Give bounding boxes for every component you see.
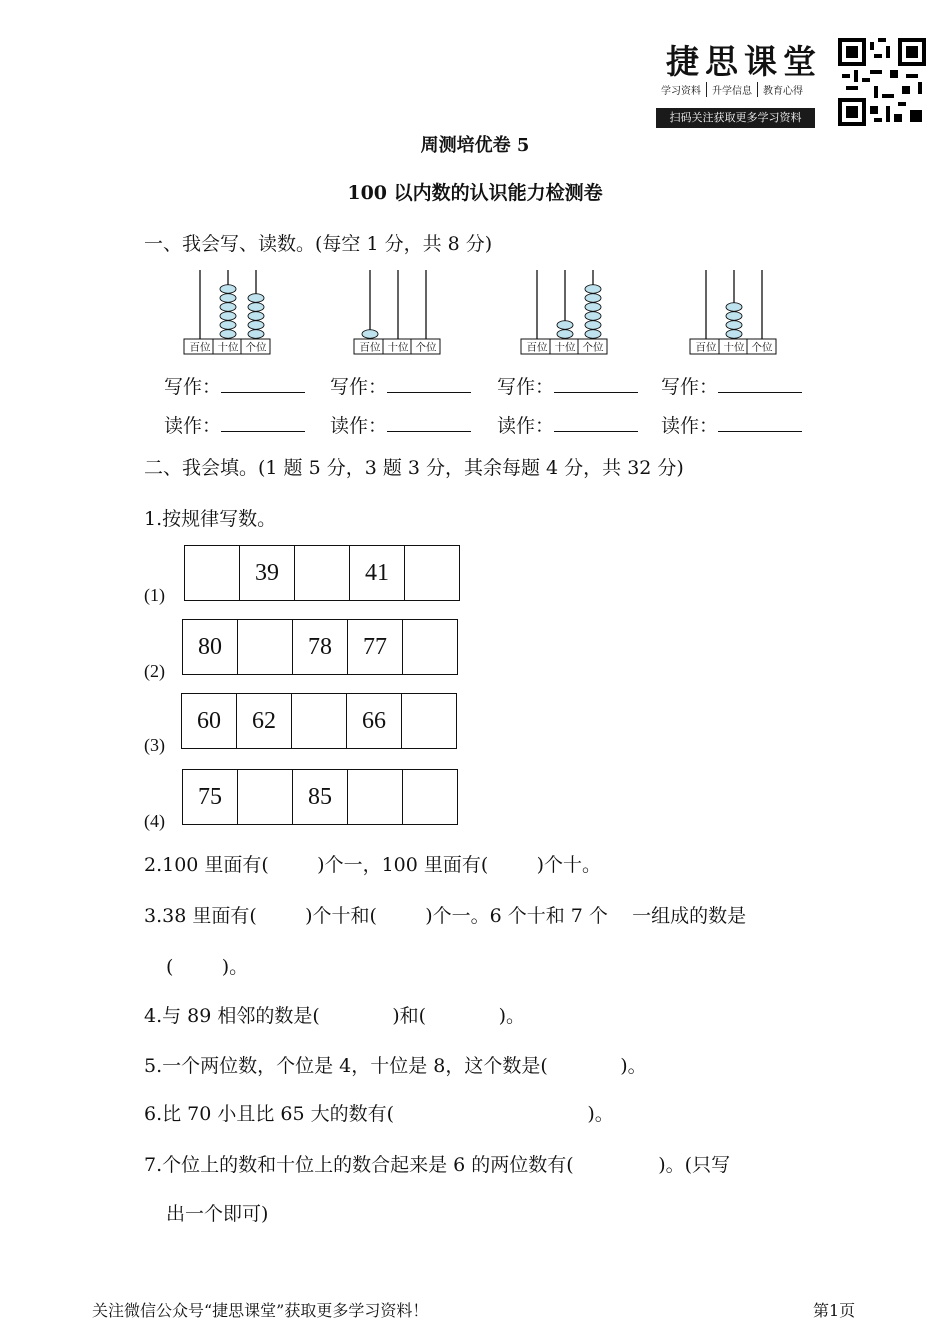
section2-heading: 二、我会填。(1 题 5 分，3 题 3 分，其余每题 4 分，共 32 分) [144, 457, 684, 479]
sequence-row-2 [182, 619, 458, 675]
page-number: 第1页 [813, 1301, 856, 1320]
sequence-row-3 [181, 693, 457, 749]
answer-blank[interactable] [718, 413, 802, 432]
abacus-bead [248, 312, 264, 321]
sequence-cell: 80 [182, 619, 238, 675]
sequence-row-1 [184, 545, 460, 601]
sequence-cell: 75 [182, 769, 238, 825]
sequence-cell[interactable] [347, 769, 403, 825]
sequence-cell: 41 [349, 545, 405, 601]
answer-blank[interactable] [387, 413, 471, 432]
read-answer-1: 读作： [164, 411, 305, 438]
abacus-bead [585, 321, 601, 330]
write-answer-2: 写作： [330, 372, 471, 399]
brand-logo: 捷思课堂 [666, 42, 822, 81]
abacus-bead [726, 312, 742, 321]
brand-scan-banner: 扫码关注获取更多学习资料 [656, 108, 815, 128]
sequence-cell[interactable] [294, 545, 350, 601]
place-label: 百位 [359, 341, 381, 354]
answer-blank[interactable] [554, 413, 638, 432]
sequence-cell[interactable] [184, 545, 240, 601]
brand-tag: 升学信息 [707, 82, 758, 97]
brand-tag: 教育心得 [763, 86, 803, 97]
place-label: 十位 [387, 341, 409, 354]
answer-blank[interactable] [221, 413, 305, 432]
brand-tags [656, 82, 808, 97]
sequence-cell: 77 [347, 619, 403, 675]
place-label: 个位 [751, 341, 773, 354]
sequence-cell: 39 [239, 545, 295, 601]
write-answer-1: 写作： [164, 372, 305, 399]
abacus-bead [726, 321, 742, 330]
abacus-bead [585, 294, 601, 303]
abacus-bead [585, 330, 601, 339]
abacus-bead [585, 285, 601, 294]
abacus-bead [248, 303, 264, 312]
sequence-cell: 60 [181, 693, 237, 749]
abacus-bead [585, 303, 601, 312]
sequence-cell[interactable] [401, 693, 457, 749]
sequence-cell[interactable] [402, 769, 458, 825]
question-3-cont: ( )。 [166, 956, 249, 978]
place-label: 十位 [217, 341, 239, 354]
sequence-cell: 78 [292, 619, 348, 675]
abacus-1 [178, 268, 278, 358]
abacus-bead [557, 330, 573, 339]
abacus-bead [220, 303, 236, 312]
read-answer-2: 读作： [330, 411, 471, 438]
read-answer-3: 读作： [497, 411, 638, 438]
sequence-cell[interactable] [237, 619, 293, 675]
abacus-bead [248, 321, 264, 330]
sequence-cell: 85 [292, 769, 348, 825]
page-title: 周测培优卷 5 [420, 135, 530, 156]
answer-blank[interactable] [718, 374, 802, 393]
sequence-row-label: (4) [144, 811, 165, 831]
abacus-bead [248, 294, 264, 303]
abacus-bead [585, 312, 601, 321]
abacus-bead [362, 330, 378, 339]
abacus-bead [248, 330, 264, 339]
place-label: 百位 [526, 341, 548, 354]
abacus-bead [726, 303, 742, 312]
question-6: 6.比 70 小且比 65 大的数有( )。 [144, 1103, 614, 1125]
question-7-cont: 出一个即可) [166, 1203, 269, 1225]
brand-tag: 学习资料 [656, 82, 707, 97]
abacus-bead [220, 294, 236, 303]
page-subtitle: 100 以内数的认识能力检测卷 [347, 182, 603, 204]
answer-blank[interactable] [387, 374, 471, 393]
place-label: 十位 [723, 341, 745, 354]
sequence-row-4 [182, 769, 458, 825]
read-answer-4: 读作： [661, 411, 802, 438]
question-3: 3.38 里面有( )个十和( )个一。6 个十和 7 个 一组成的数是 [144, 905, 747, 927]
abacus-bead [220, 321, 236, 330]
place-label: 个位 [582, 341, 604, 354]
place-label: 十位 [554, 341, 576, 354]
abacus-3 [515, 268, 615, 358]
abacus-bead [726, 330, 742, 339]
abacus-bead [220, 312, 236, 321]
place-label: 百位 [695, 341, 717, 354]
footer-note: 关注微信公众号“捷思课堂”获取更多学习资料！ [92, 1301, 429, 1320]
sequence-cell: 66 [346, 693, 402, 749]
sequence-cell[interactable] [291, 693, 347, 749]
sequence-row-label: (3) [144, 735, 165, 755]
sequence-cell[interactable] [402, 619, 458, 675]
sequence-cell[interactable] [237, 769, 293, 825]
abacus-2 [348, 268, 448, 358]
abacus-bead [220, 330, 236, 339]
question-5: 5.一个两位数，个位是 4，十位是 8，这个数是( )。 [144, 1055, 647, 1077]
answer-blank[interactable] [221, 374, 305, 393]
abacus-bead [557, 321, 573, 330]
question-7: 7.个位上的数和十位上的数合起来是 6 的两位数有( )。(只写 [144, 1154, 731, 1176]
question-1-title: 1.按规律写数。 [144, 508, 277, 530]
qr-code-icon [838, 38, 926, 126]
sequence-cell: 62 [236, 693, 292, 749]
write-answer-4: 写作： [661, 372, 802, 399]
place-label: 百位 [189, 341, 211, 354]
place-label: 个位 [415, 341, 437, 354]
place-label: 个位 [245, 341, 267, 354]
section1-heading: 一、我会写、读数。(每空 1 分，共 8 分) [144, 233, 493, 255]
write-answer-3: 写作： [497, 372, 638, 399]
sequence-row-label: (2) [144, 661, 165, 681]
abacus-bead [220, 285, 236, 294]
question-4: 4.与 89 相邻的数是( )和( )。 [144, 1005, 525, 1027]
sequence-cell[interactable] [404, 545, 460, 601]
sequence-row-label: (1) [144, 585, 165, 605]
abacus-4 [684, 268, 784, 358]
answer-blank[interactable] [554, 374, 638, 393]
question-2: 2.100 里面有( )个一，100 里面有( )个十。 [144, 854, 602, 876]
